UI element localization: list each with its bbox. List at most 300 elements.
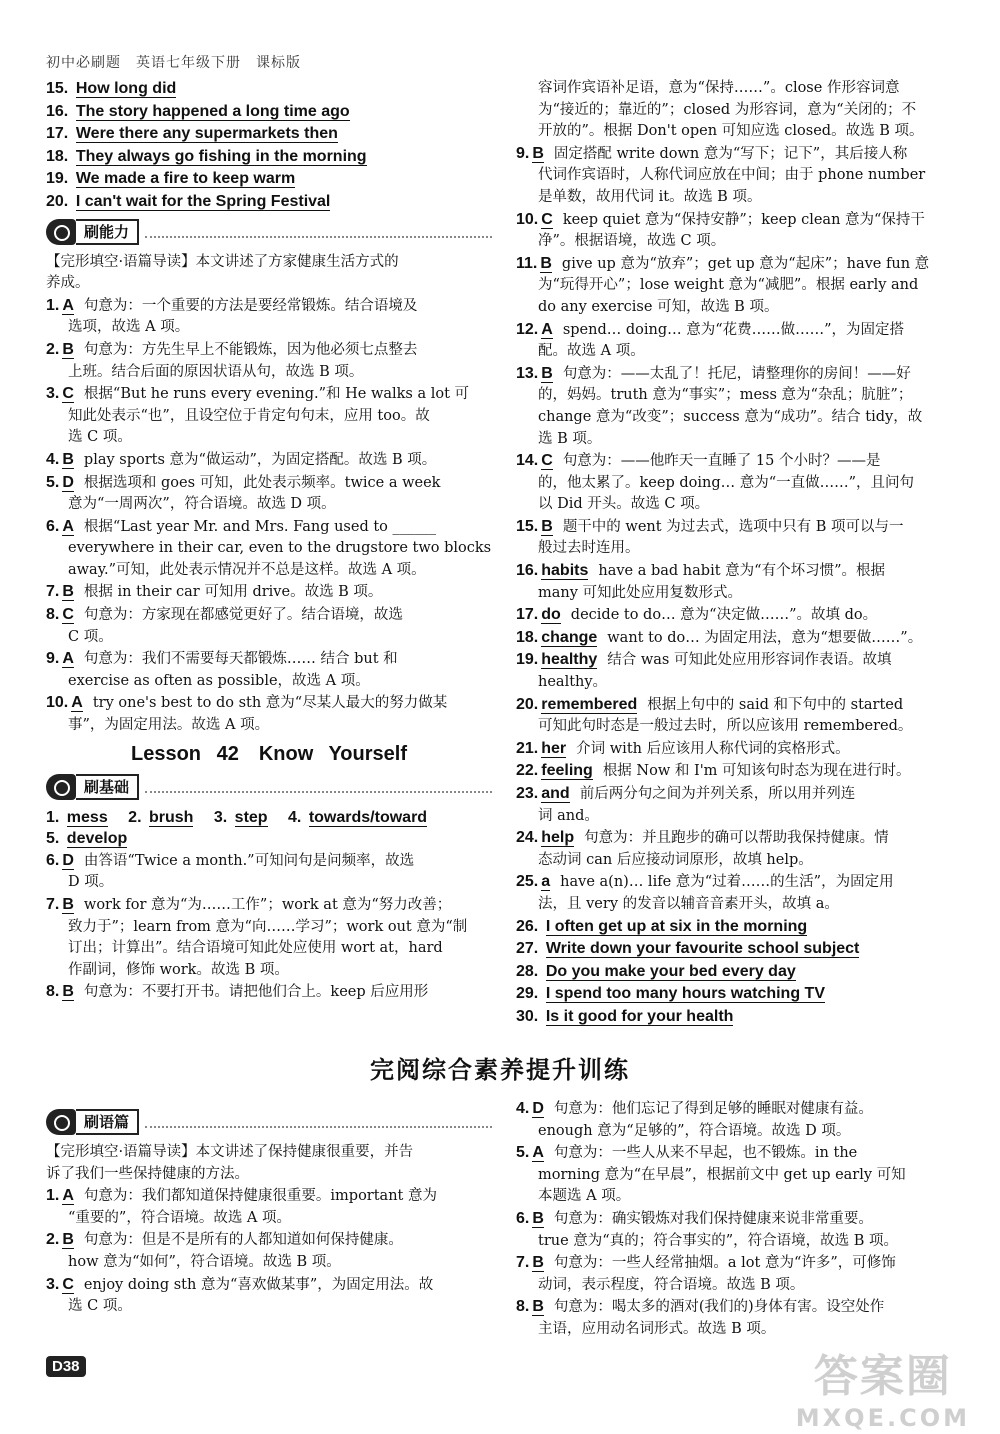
answer-sentence: I can't wait for the Spring Festival	[75, 192, 331, 210]
answer-key: D	[532, 1100, 544, 1117]
explanation-first-line	[516, 738, 962, 761]
explanation-text: try one's best to do sth 意为“尽某人最大的努力做某	[92, 695, 448, 712]
explanation-line: away.”可知，此处表示情况并不总是这样。故选 A 项。	[68, 561, 426, 578]
explanation-line: do any exercise 可知，故选 B 项。	[538, 298, 779, 315]
explanation-item	[46, 449, 492, 472]
item-number: 18.	[516, 628, 539, 646]
explanation-text: 根据 in their car 可知用 drive。故选 B 项。	[83, 584, 383, 601]
item-number: 27.	[516, 940, 539, 958]
explanation-item	[46, 981, 492, 1004]
answer-line-19	[46, 168, 492, 191]
explanation-first-line	[516, 871, 962, 894]
book-icon	[46, 219, 76, 245]
explanation-first-line	[516, 560, 962, 583]
book-icon	[46, 1109, 76, 1135]
item-number: 22.	[516, 762, 539, 780]
explanation-item	[516, 871, 962, 915]
explanation-item	[516, 1142, 962, 1208]
explanation-item	[516, 450, 962, 516]
explanations-1-10	[46, 295, 492, 737]
answer-key: B	[62, 450, 74, 468]
explanation-line: 代词作宾语时，人称代词应放在中间；由于 phone number	[538, 167, 926, 184]
explanation-line: many 可知此处应用复数形式。	[538, 584, 743, 601]
answer-line-17	[46, 123, 492, 146]
explanation-line: 意为“一周两次”，符合语境。故选 D 项。	[68, 496, 336, 513]
explanation-text: 句意为：确实锻炼对我们保持健康来说非常重要。	[553, 1210, 873, 1227]
badge-label: 刷基础	[76, 774, 139, 800]
dotted-divider	[145, 1116, 492, 1128]
item-number: 30.	[516, 1007, 539, 1025]
item-number: 24.	[516, 829, 539, 847]
explanation-text: 句意为：并且跑步的确可以帮助我保持健康。情	[584, 830, 889, 847]
explanation-line: 词 and。	[538, 807, 599, 824]
explanation-line: 选 C 项。	[68, 429, 132, 446]
explanation-text: work for 意为“为……工作”；work at 意为“努力改善；	[83, 897, 452, 913]
answer-key: B	[532, 1298, 544, 1316]
right-column-top	[516, 78, 962, 1029]
item-number: 15.	[46, 80, 69, 97]
item-number: 3.	[46, 1275, 60, 1293]
watermark-line: MXQE.COM	[795, 1404, 970, 1432]
explanation-line: 主语，应用动名词形式。故选 B 项。	[538, 1320, 776, 1337]
book-icon	[46, 774, 76, 800]
explanation-line: 知此处表示“也”，且设空位于肯定句句末，应用 too。故	[68, 407, 430, 424]
explanation-text: 句意为：我们都知道保持健康很重要。important 意为	[83, 1188, 437, 1205]
explanation-first-line	[516, 143, 962, 166]
explanation-line: how 意为“如何”，符合语境。故选 B 项。	[68, 1253, 341, 1270]
word-answer: develop	[66, 830, 128, 848]
answer-key: B	[62, 583, 74, 601]
explanation-line: 配。故选 A 项。	[538, 343, 645, 360]
explanation-item	[46, 339, 492, 383]
explanation-item	[46, 1274, 492, 1318]
answer-sentence: The story happened a long time ago	[75, 102, 350, 120]
explanation-item	[516, 253, 962, 319]
explanations-4-8	[516, 1098, 962, 1341]
explanation-first-line	[516, 694, 962, 717]
explanation-text: 句意为：方先生早上不能锻炼，因为他必须七点整去	[83, 341, 418, 358]
item-number: 4.	[46, 450, 60, 468]
explanation-line: 是单数，故用代词 it。故选 B 项。	[538, 188, 762, 205]
dotted-divider	[145, 226, 492, 238]
explanation-text: have a(n)… life 意为“过着……的生活”，为固定用	[560, 874, 894, 891]
explanation-first-line	[46, 1274, 492, 1297]
explanation-text: 固定搭配 write down 意为“写下；记下”，其后接人称	[553, 145, 908, 162]
item-number: 19.	[516, 651, 539, 669]
explanation-first-line	[516, 1208, 962, 1231]
item-number: 8.	[516, 1298, 530, 1316]
answer-key: do	[541, 606, 561, 624]
explanation-text: 句意为：不要打开书。请把他们合上。keep 后应用形	[83, 984, 429, 1001]
explanation-first-line	[516, 253, 962, 276]
answer-key: C	[62, 606, 74, 624]
item-number: 25.	[516, 873, 539, 891]
item-number: 19.	[46, 170, 69, 188]
explanation-first-line	[46, 472, 492, 495]
explanation-line: 致力于”；learn from 意为“向……学习”；work out 意为“制	[68, 918, 468, 935]
answer-key: B	[62, 1231, 74, 1249]
item-number: 17.	[46, 125, 69, 143]
passage-intro	[46, 252, 492, 295]
explanation-first-line	[516, 319, 962, 342]
explanation-text: 句意为：一个重要的方法是要经常锻炼。结合语境及	[83, 297, 418, 314]
explanations-6-8	[46, 850, 492, 1004]
explanation-item	[46, 1229, 492, 1273]
explanation-line: 作副词，修饰 work。故选 B 项。	[68, 961, 289, 978]
item-number: 16.	[46, 102, 69, 120]
answer-key: B	[532, 144, 544, 162]
explanation-text: 由答语“Twice a month.”可知问句是问频率，故选	[83, 852, 415, 869]
explanation-item	[46, 472, 492, 516]
answer-line	[516, 1006, 962, 1029]
dotted-divider	[145, 781, 492, 793]
explanation-text: 根据选项和 goes 可知，此处表示频率。twice a week	[83, 474, 441, 491]
explanation-item	[46, 894, 492, 981]
word-answer: brush	[148, 808, 194, 826]
answer-sentence: How long did	[75, 80, 177, 97]
answer-key: B	[62, 896, 74, 913]
item-number: 8.	[46, 983, 60, 1001]
item-number: 1.	[46, 1187, 60, 1205]
item-number: 8.	[46, 606, 60, 624]
answer-sentence: We made a fire to keep warm	[75, 170, 296, 188]
explanation-first-line	[46, 516, 492, 539]
item-number: 12.	[516, 320, 539, 338]
watermark-line: 答案圈	[813, 1351, 952, 1402]
explanation-first-line	[46, 648, 492, 671]
badge-label: 刷语篇	[76, 1109, 139, 1135]
explanation-first-line	[46, 894, 492, 917]
answer-line-18	[46, 146, 492, 169]
explanation-item	[516, 1252, 962, 1296]
answer-key: C	[541, 452, 553, 470]
explanation-text: 句意为：一些人经常抽烟。a lot 意为“许多”，可修饰	[553, 1255, 896, 1272]
explanation-text: play sports 意为“做运动”，为固定搭配。故选 B 项。	[83, 451, 437, 468]
answer-key: remembered	[541, 695, 638, 713]
left-column-bottom	[46, 1104, 492, 1318]
explanation-first-line	[46, 981, 492, 1004]
answer-key: A	[532, 1144, 544, 1162]
item-number: 7.	[516, 1254, 530, 1272]
answer-key: D	[62, 851, 74, 869]
section-badge-basics	[46, 773, 492, 801]
explanation-text: want to do… 为固定用法，意为“想要做……”。	[607, 629, 923, 646]
left-column-top	[46, 78, 492, 1004]
explanation-item	[516, 319, 962, 363]
badge-label: 刷能力	[76, 219, 139, 245]
item-number: 4.	[516, 1100, 530, 1117]
intro-line: 【完形填空·语篇导读】本文讲述了保持健康很重要，并告	[46, 1144, 414, 1160]
explanation-line: 的，妈妈。truth 意为“事实”；mess 意为“杂乱；肮脏”；	[538, 387, 913, 404]
explanation-item	[516, 760, 962, 783]
answers-15-20	[46, 78, 492, 214]
explanation-line: true 意为“真的；符合事实的”，符合语境，故选 B 项。	[538, 1232, 898, 1249]
answer-sentence: Write down your favourite school subject	[545, 940, 860, 958]
item-number: 5.	[46, 473, 60, 491]
answer-key: and	[541, 785, 570, 802]
answer-key: B	[541, 364, 553, 382]
section-title: 完阅综合素养提升训练	[370, 1056, 630, 1084]
explanation-line: 般过去时连用。	[538, 540, 640, 557]
explanation-text: give up 意为“放弃”；get up 意为“起床”；have fun 意	[561, 255, 930, 272]
explanation-line: morning 意为“在早晨”，根据前文中 get up early 可知	[538, 1166, 906, 1183]
explanation-item	[516, 1208, 962, 1252]
explanation-first-line	[516, 363, 962, 386]
item-number: 14.	[516, 452, 539, 470]
item-number: 7.	[46, 896, 60, 913]
item-number: 17.	[516, 606, 539, 624]
explanation-line: 选 B 项。	[538, 430, 602, 447]
explanation-item	[516, 209, 962, 253]
explanation-text: 根据上句中的 said 和下句中的 started	[647, 696, 904, 713]
explanation-first-line	[516, 627, 962, 650]
explanation-line: 净”。根据语境，故选 C 项。	[538, 233, 726, 250]
explanation-item	[516, 1098, 962, 1142]
item-number: 3.	[46, 385, 60, 403]
explanation-text: 结合 was 可知此处应用形容词作表语。故填	[607, 652, 892, 669]
explanation-first-line	[516, 649, 962, 672]
explanation-line: healthy。	[538, 674, 608, 691]
explanation-line: D 项。	[68, 874, 114, 891]
explanation-line: change 意为“改变”；success 意为“成功”。结合 tidy，故	[538, 408, 923, 425]
right-column-bottom	[516, 1098, 962, 1341]
item-number: 20.	[516, 695, 539, 713]
answer-key: B	[532, 1254, 544, 1272]
item-number: 11.	[516, 254, 538, 272]
explanation-line: 的，他太累了。keep doing… 意为“一直做……”，且问句	[538, 474, 915, 491]
explanation-first-line	[516, 1142, 962, 1165]
item-number: 23.	[516, 785, 539, 802]
explanation-item	[516, 516, 962, 560]
answer-line	[516, 983, 962, 1006]
answer-key: B	[62, 340, 74, 358]
explanations-9-25	[516, 143, 962, 916]
word-answer-5	[46, 828, 492, 850]
explanation-first-line	[516, 827, 962, 850]
explanation-item	[46, 850, 492, 894]
explanation-text: 根据 Now 和 I'm 可知该句时态为现在进行时。	[602, 763, 911, 780]
explanation-line: 可知此句时态是一般过去时，所以应该用 remembered。	[538, 718, 913, 735]
answer-key: her	[541, 739, 567, 757]
answer-key: A	[62, 296, 74, 314]
lesson-title: Lesson 42 Know Yourself	[131, 742, 407, 765]
explanation-text: decide to do… 意为“决定做……”。故填 do。	[570, 607, 878, 624]
explanation-first-line	[516, 760, 962, 783]
explanation-first-line	[46, 604, 492, 627]
explanation-first-line	[46, 383, 492, 406]
explanation-item	[516, 649, 962, 693]
item-number: 6.	[46, 517, 60, 535]
explanation-text: have a bad habit 意为“有个坏习惯”。根据	[598, 563, 885, 580]
explanation-first-line	[516, 604, 962, 627]
explanation-text: 题干中的 went 为过去式，选项中只有 B 项可以与一	[562, 518, 904, 535]
item-number: 7.	[46, 583, 60, 601]
explanation-text: 介词 with 后应该用人称代词的宾格形式。	[576, 740, 850, 757]
item-number: 1.	[46, 296, 60, 314]
explanation-item	[516, 783, 962, 827]
explanation-first-line	[46, 850, 492, 873]
answer-key: a	[541, 873, 551, 891]
explanations-1-3	[46, 1185, 492, 1318]
answer-sentence: Is it good for your health	[545, 1007, 734, 1025]
section-badge-ability	[46, 218, 492, 246]
explanation-first-line	[516, 783, 962, 806]
explanation-text: 前后两分句之间为并列关系，所以用并列连	[579, 786, 856, 802]
item-number: 15.	[516, 517, 539, 535]
answers-26-30	[516, 916, 962, 1029]
word-answer: step	[234, 808, 268, 826]
explanation-line: C 项。	[68, 628, 113, 645]
answer-line-20	[46, 191, 492, 214]
item-number: 2.	[128, 808, 142, 826]
explanation-item	[516, 143, 962, 209]
answer-line-15	[46, 78, 492, 101]
explanation-line: 事”，为固定用法。故选 A 项。	[68, 717, 270, 734]
item-number: 1.	[46, 808, 60, 826]
intro-line: 养成。	[46, 275, 90, 292]
word-answer: towards/toward	[308, 808, 428, 826]
explanation-first-line	[516, 1252, 962, 1275]
explanation-line: enough 意为“足够的”，符合语境。故选 D 项。	[538, 1122, 851, 1139]
explanation-item	[516, 560, 962, 604]
explanation-item	[516, 738, 962, 761]
explanation-item	[46, 383, 492, 449]
text-line: 容词作宾语补足语，意为“保持……”。close 作形容词意	[538, 80, 900, 96]
item-number: 2.	[46, 1231, 60, 1249]
item-number: 10.	[516, 210, 539, 228]
page-header: 初中必刷题 英语七年级下册 课标版	[46, 55, 301, 71]
explanation-text: 根据“Last year Mr. and Mrs. Fang used to ______	[83, 518, 437, 535]
intro-line: 【完形填空·语篇导读】本文讲述了方家健康生活方式的	[46, 253, 399, 270]
explanation-item	[46, 295, 492, 339]
explanation-text: 句意为：我们不需要每天都锻炼…… 结合 but 和	[83, 651, 398, 668]
explanation-text: 句意为：但是不是所有的人都知道如何保持健康。	[83, 1232, 403, 1249]
item-number: 10.	[46, 694, 69, 712]
item-number: 18.	[46, 147, 69, 165]
explanation-line: 上班。结合后面的原因状语从句，故选 B 项。	[68, 363, 364, 380]
item-number: 20.	[46, 192, 69, 210]
explanation-first-line	[46, 581, 492, 604]
answer-key: feeling	[541, 762, 593, 780]
explanation-first-line	[46, 1229, 492, 1252]
explanation-first-line	[46, 692, 492, 715]
explanation-text: 句意为：他们忘记了得到足够的睡眠对健康有益。	[553, 1101, 873, 1117]
explanation-item	[516, 827, 962, 871]
answer-key: healthy	[541, 651, 598, 669]
item-number: 3.	[213, 808, 228, 826]
answer-key: B	[62, 983, 74, 1001]
explanation-line: 法，且 very 的发音以辅音音素开头，故填 a。	[538, 895, 839, 912]
answer-key: habits	[541, 562, 589, 580]
explanation-item	[516, 627, 962, 650]
explanation-text: 根据“But he runs every evening.”和 He walks a lot 可	[83, 386, 470, 403]
explanation-first-line	[46, 339, 492, 362]
explanation-first-line	[516, 516, 962, 539]
item-number: 5.	[46, 830, 60, 848]
item-number: 6.	[46, 851, 60, 869]
answer-key: A	[71, 694, 83, 712]
answer-sentence: I spend too many hours watching TV	[545, 985, 825, 1003]
explanation-line: 选项，故选 A 项。	[68, 319, 190, 336]
explanation-line: 态动词 can 后应接动词原形，故填 help。	[538, 851, 813, 868]
watermark-logo	[796, 1340, 970, 1432]
explanation-text: 句意为：喝太多的酒对(我们的)身体有害。设空处作	[553, 1299, 885, 1316]
explanation-item	[46, 648, 492, 692]
item-number: 13.	[516, 364, 539, 382]
explanation-item	[516, 604, 962, 627]
answer-key: B	[541, 517, 553, 535]
answer-sentence: Do you make your bed every day	[545, 962, 796, 980]
item-number: 26.	[516, 917, 539, 935]
explanation-first-line	[516, 1296, 962, 1319]
item-number: 21.	[516, 739, 539, 757]
text-line: 为“接近的；靠近的”；closed 为形容词，意为“关闭的；不	[538, 101, 917, 118]
explanation-item	[46, 581, 492, 604]
word-answer: mess	[66, 808, 108, 826]
page-number: D38	[46, 1356, 86, 1377]
explanation-line: 订出；计算出”。结合语境可知此处应使用 wort at，hard	[68, 940, 443, 957]
explanation-line: exercise as often as possible，故选 A 项。	[68, 672, 370, 689]
explanation-line: 动词，表示程度，符合语境。故选 B 项。	[538, 1276, 805, 1293]
explanation-text: 句意为：——太乱了！托尼，请整理你的房间！——好	[562, 365, 911, 382]
explanation-item	[516, 1296, 962, 1340]
explanation-text: enjoy doing sth 意为“喜欢做某事”，为固定用法。故	[83, 1276, 434, 1293]
answer-key: B	[540, 254, 552, 272]
item-number: 4.	[288, 808, 302, 826]
explanation-item	[516, 694, 962, 738]
explanation-item	[46, 692, 492, 736]
answer-key: D	[62, 473, 74, 491]
explanation-text: spend… doing… 意为“花费……做……”，为固定搭	[562, 321, 905, 338]
explanation-first-line	[516, 1098, 962, 1121]
item-number: 28.	[516, 962, 539, 980]
answer-key: change	[541, 628, 598, 646]
word-answers-1-4	[46, 807, 492, 829]
intro-line: 诉了我们一些保持健康的方法。	[46, 1165, 249, 1182]
item-number: 16.	[516, 562, 539, 580]
answer-line	[516, 916, 962, 939]
explanation-text: 句意为：方家现在都感觉更好了。结合语境，故选	[83, 607, 403, 624]
answer-sentence: Were there any supermarkets then	[75, 125, 338, 143]
answer-sentence: They always go fishing in the morning	[75, 147, 367, 165]
explanation-line: 选 C 项。	[68, 1298, 132, 1315]
explanation-first-line	[516, 209, 962, 232]
item-number: 9.	[516, 144, 530, 162]
explanation-line: 为“玩得开心”；lose weight 意为“减肥”。根据 early and	[538, 277, 919, 294]
explanation-first-line	[516, 450, 962, 473]
text-line: 开放的”。根据 Don't open 可知应选 closed。故选 B 项。	[538, 123, 924, 140]
answer-key: A	[62, 650, 74, 668]
item-number: 9.	[46, 650, 60, 668]
answer-line	[516, 961, 962, 984]
answer-key: help	[541, 829, 575, 847]
answer-key: C	[62, 1275, 74, 1293]
item-number: 29.	[516, 985, 539, 1003]
explanation-item	[46, 1185, 492, 1229]
explanation-item	[46, 604, 492, 648]
explanation-text: 句意为：——他昨天一直睡了 15 个小时？——是	[562, 453, 881, 470]
explanation-first-line	[46, 449, 492, 472]
passage-intro	[46, 1142, 492, 1185]
explanation-text: 句意为：一些人从来不早起，也不锻炼。in the	[553, 1145, 858, 1162]
answer-key: A	[62, 517, 74, 535]
answer-key: C	[541, 210, 553, 228]
explanation-item	[46, 516, 492, 582]
answer-key: A	[541, 320, 553, 338]
explanation-line: everywhere in their car, even to the drugstore two blocks	[68, 540, 492, 557]
explanation-text: keep quiet 意为“保持安静”；keep clean 意为“保持干	[562, 211, 925, 228]
answer-sentence: I often get up at six in the morning	[545, 917, 808, 935]
